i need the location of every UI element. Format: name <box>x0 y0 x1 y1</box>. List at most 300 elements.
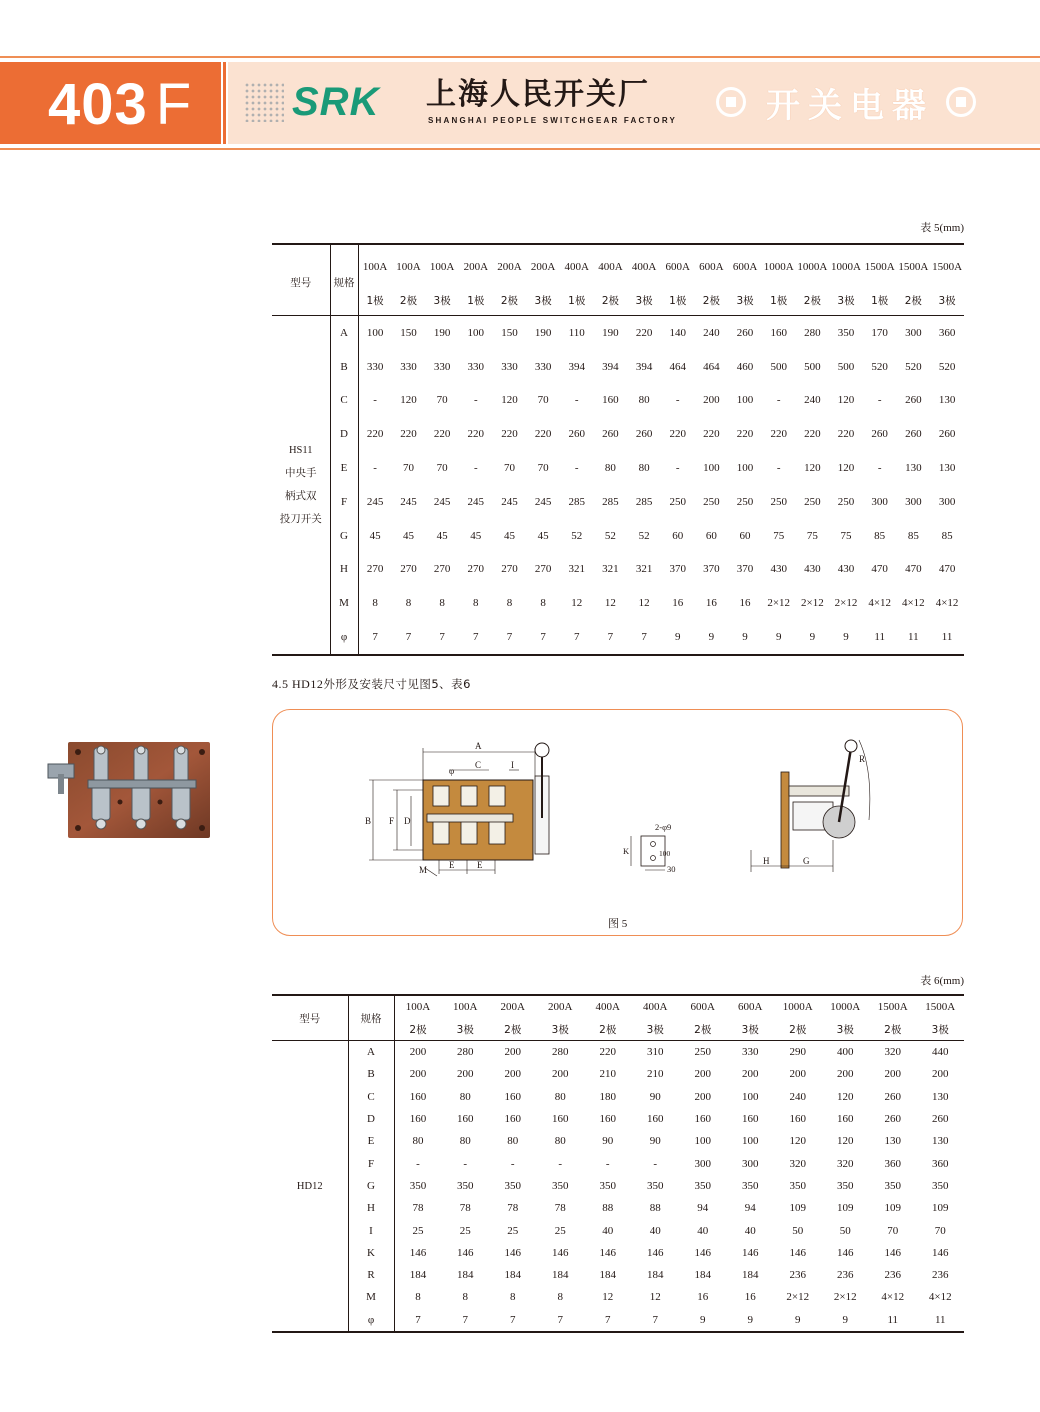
current-header: 1000A <box>782 1001 813 1013</box>
table-cell: 25 <box>507 1224 519 1237</box>
table-cell: 320 <box>884 1046 901 1059</box>
table-cell: 310 <box>647 1046 664 1059</box>
table-cell: 70 <box>887 1224 899 1237</box>
pole-header: 3极 <box>736 294 754 307</box>
table-cell: 280 <box>552 1046 569 1059</box>
current-header: 1500A <box>925 1001 956 1013</box>
table-cell: 100 <box>742 1135 759 1148</box>
dimension-key: G <box>348 1175 394 1197</box>
table-cell: 220 <box>635 326 653 339</box>
table-row <box>272 1130 964 1152</box>
table-cell: 80 <box>507 1135 519 1148</box>
table-row <box>272 519 964 553</box>
table-cell: 200 <box>457 1068 474 1081</box>
current-header: 400A <box>631 261 657 273</box>
current-header: 600A <box>732 261 758 273</box>
table-cell: 60 <box>672 529 684 542</box>
pole-header: 3极 <box>837 294 855 307</box>
table-cell: 146 <box>409 1246 427 1259</box>
table-cell: 200 <box>789 1068 806 1081</box>
table-cell: 220 <box>501 428 518 441</box>
table-cell: 2×12 <box>786 1291 810 1304</box>
table-cell: 330 <box>467 360 485 373</box>
table-cell: 360 <box>932 1157 949 1170</box>
handle-shaft <box>58 774 64 794</box>
pole-header: 1极 <box>366 294 384 307</box>
current-header: 1000A <box>797 261 828 273</box>
table-cell: 146 <box>599 1246 616 1259</box>
table-cell: 2×12 <box>833 1291 857 1304</box>
table-cell: 350 <box>504 1179 521 1192</box>
dimension-key: B <box>348 1063 394 1085</box>
table-cell: 109 <box>932 1202 949 1215</box>
table-cell: 350 <box>647 1179 664 1192</box>
current-header: 400A <box>595 1001 620 1013</box>
table-cell: 350 <box>409 1179 427 1192</box>
table-cell: 4×12 <box>928 1291 952 1304</box>
table-cell: 200 <box>932 1068 949 1081</box>
table-cell: 16 <box>705 597 717 610</box>
table-cell: 9 <box>700 1313 706 1326</box>
table-cell: 150 <box>501 326 518 339</box>
table-cell: 360 <box>938 326 956 339</box>
table-cell: 12 <box>649 1291 661 1304</box>
table-cell: 9 <box>842 1313 848 1326</box>
table-cell: 520 <box>938 360 956 373</box>
current-header: 200A <box>497 261 522 273</box>
table-cell: 16 <box>672 597 684 610</box>
table-cell: 109 <box>837 1202 854 1215</box>
table-cell: 16 <box>739 597 751 610</box>
target-square-icon <box>716 87 746 117</box>
table-row <box>272 1152 964 1174</box>
table-cell: 7 <box>506 631 513 644</box>
pole-header: 2极 <box>409 1023 427 1036</box>
table-cell: 160 <box>837 1113 854 1126</box>
table-cell: 94 <box>744 1202 756 1215</box>
table-cell: 45 <box>470 529 482 542</box>
table-cell: 220 <box>433 428 451 441</box>
table-cell: 78 <box>554 1202 566 1215</box>
table-cell: 120 <box>501 394 518 407</box>
table-row <box>272 350 964 384</box>
table-cell: 184 <box>599 1269 616 1282</box>
table-cell: 270 <box>467 563 485 576</box>
table-cell: 350 <box>552 1179 569 1192</box>
detail-label-k: K <box>623 846 630 856</box>
table-cell: 520 <box>905 360 922 373</box>
table-cell: 70 <box>436 394 448 407</box>
table-cell: 300 <box>905 326 922 339</box>
table-cell: 240 <box>804 394 821 407</box>
table-cell: 90 <box>649 1090 661 1103</box>
table-cell: 8 <box>473 597 479 610</box>
table-cell: - <box>877 462 882 475</box>
table-cell: 8 <box>439 597 445 610</box>
dimension-key: φ <box>348 1309 394 1332</box>
dim-label-c: C <box>475 760 482 770</box>
table-cell: 290 <box>789 1046 806 1059</box>
table-cell: 200 <box>837 1068 854 1081</box>
table-cell: 12 <box>602 1291 614 1304</box>
company-name-en: SHANGHAI PEOPLE SWITCHGEAR FACTORY <box>428 116 678 125</box>
table-cell: - <box>605 1157 610 1170</box>
mounting-detail <box>623 822 676 874</box>
table-cell: 250 <box>837 495 855 508</box>
crossbar <box>88 780 196 788</box>
table-cell: 130 <box>938 462 956 475</box>
dim-label-f: F <box>389 816 395 826</box>
table-cell: 370 <box>736 563 754 576</box>
table-cell: 350 <box>789 1179 806 1192</box>
table-cell: 160 <box>552 1113 569 1126</box>
table-cell: 260 <box>602 428 619 441</box>
table-cell: 200 <box>504 1068 521 1081</box>
model-header: 型号 <box>272 995 348 1041</box>
table-cell: 80 <box>412 1135 424 1148</box>
table-cell: 260 <box>884 1090 901 1103</box>
table-cell: 100 <box>742 1090 759 1103</box>
dimension-key: C <box>348 1086 394 1108</box>
dot-pattern-icon <box>244 82 284 122</box>
table-cell: 146 <box>504 1246 521 1259</box>
section-model: HD12 <box>292 677 324 691</box>
table-cell: 40 <box>602 1224 614 1237</box>
table-cell: 350 <box>457 1179 474 1192</box>
table-cell: 7 <box>641 631 647 644</box>
model-line: HS11 <box>288 444 313 456</box>
pole-header: 2极 <box>702 294 720 307</box>
table-cell: 8 <box>415 1291 421 1304</box>
current-header: 200A <box>548 1001 573 1013</box>
pole-header: 3极 <box>534 294 552 307</box>
table-cell: 220 <box>837 428 855 441</box>
pole-header: 1极 <box>770 294 788 307</box>
table-cell: 464 <box>669 360 686 373</box>
table-cell: 40 <box>744 1224 756 1237</box>
side-view <box>751 740 870 872</box>
table-cell: 236 <box>884 1269 901 1282</box>
pole-header: 3极 <box>938 294 956 307</box>
table-cell: 90 <box>602 1135 614 1148</box>
current-header: 200A <box>530 261 556 273</box>
table-cell: 146 <box>884 1246 901 1259</box>
table-cell: - <box>463 1157 468 1170</box>
table-cell: 146 <box>457 1246 474 1259</box>
table-cell: 160 <box>602 394 619 407</box>
table-cell: - <box>574 462 579 475</box>
table-cell: 100 <box>736 394 754 407</box>
table-cell: 300 <box>694 1157 711 1170</box>
table-cell: 160 <box>647 1113 664 1126</box>
table-cell: 8 <box>405 597 412 610</box>
table-cell: 9 <box>742 631 748 644</box>
table-cell: 270 <box>433 563 451 576</box>
table-cell: 7 <box>574 631 580 644</box>
pole-header: 3极 <box>635 294 653 307</box>
table-cell: 8 <box>510 1291 516 1304</box>
table-cell: 500 <box>837 360 855 373</box>
detail-label-holes: 2-φ9 <box>655 822 672 832</box>
table-cell: 200 <box>409 1046 427 1059</box>
table-cell: 146 <box>552 1246 569 1259</box>
table-cell: 350 <box>884 1179 901 1192</box>
table-cell: 120 <box>400 394 417 407</box>
table-cell: 245 <box>433 495 451 508</box>
table-cell: 236 <box>932 1269 949 1282</box>
table-cell: 120 <box>804 462 821 475</box>
dimension-key: F <box>348 1152 394 1174</box>
table-cell: 146 <box>932 1246 949 1259</box>
table-cell: 245 <box>400 495 417 508</box>
detail-label-30: 30 <box>667 864 676 874</box>
table-cell: 80 <box>554 1090 566 1103</box>
table-cell: 250 <box>669 495 686 508</box>
table-cell: 146 <box>647 1246 664 1259</box>
table-cell: 80 <box>638 462 650 475</box>
table-cell: 160 <box>409 1113 427 1126</box>
table-cell: 85 <box>907 529 919 542</box>
header-row-poles <box>272 285 964 316</box>
table-cell: 240 <box>703 326 720 339</box>
table-cell: 4×12 <box>901 597 925 610</box>
figure5-frame <box>272 709 963 936</box>
table-cell: 100 <box>703 462 720 475</box>
table-cell: 120 <box>837 394 855 407</box>
table-cell: 2×12 <box>767 597 791 610</box>
table-row <box>272 586 964 620</box>
table-row <box>272 1108 964 1130</box>
table-row <box>272 1063 964 1085</box>
table-cell: 11 <box>887 1313 899 1326</box>
current-header: 100A <box>405 1001 431 1013</box>
model-cell <box>272 316 330 655</box>
table-cell: 430 <box>837 563 855 576</box>
dimension-key: A <box>348 1041 394 1064</box>
table-cell: 2×12 <box>834 597 858 610</box>
table-cell: 9 <box>809 631 816 644</box>
table-cell: - <box>675 394 680 407</box>
table-cell: 75 <box>806 529 818 542</box>
table-cell: 7 <box>607 631 614 644</box>
table-cell: 250 <box>804 495 821 508</box>
table-cell: 70 <box>402 462 414 475</box>
table6-label: 表 6(mm) <box>920 975 964 987</box>
table-cell: 60 <box>705 529 717 542</box>
table-row <box>272 1086 964 1108</box>
table-cell: 245 <box>534 495 552 508</box>
pole-header: 2极 <box>789 1023 807 1036</box>
table-cell: 200 <box>703 394 720 407</box>
table-cell: 52 <box>571 529 583 542</box>
table-cell: 321 <box>635 563 653 576</box>
table-cell: 9 <box>843 631 849 644</box>
header-bottom-rule <box>0 148 1040 150</box>
table-cell: 260 <box>871 428 888 441</box>
current-header: 600A <box>690 1001 715 1013</box>
table-cell: 78 <box>412 1202 424 1215</box>
table-cell: 45 <box>402 529 414 542</box>
table-cell: 220 <box>804 428 821 441</box>
table-cell: 190 <box>534 326 552 339</box>
table-cell: 7 <box>540 631 546 644</box>
table-cell: 70 <box>934 1224 946 1237</box>
table-cell: 321 <box>568 563 586 576</box>
table-cell: 11 <box>908 631 919 644</box>
table5-label: 表 5(mm) <box>920 222 964 234</box>
table-cell: - <box>416 1157 420 1170</box>
table-cell: 350 <box>932 1179 949 1192</box>
table-row <box>272 316 964 350</box>
dim-label-b: B <box>365 816 372 826</box>
current-header: 1500A <box>898 261 929 273</box>
table-cell: 250 <box>736 495 754 508</box>
dimension-key: H <box>348 1197 394 1219</box>
table-cell: 150 <box>400 326 417 339</box>
pole-header: 2极 <box>601 294 620 307</box>
table-cell: 180 <box>599 1090 616 1103</box>
table-cell: 300 <box>938 495 956 508</box>
table-cell: 25 <box>554 1224 566 1237</box>
table-cell: - <box>558 1157 563 1170</box>
table-cell: 7 <box>439 631 445 644</box>
spec-header: 规格 <box>348 995 394 1041</box>
pole-header: 1极 <box>467 294 485 307</box>
current-header: 1500A <box>932 261 963 273</box>
table-cell: 250 <box>694 1046 711 1059</box>
pole-header: 2极 <box>904 294 922 307</box>
table-row <box>272 384 964 418</box>
table-cell: 130 <box>932 1135 949 1148</box>
table-cell: 245 <box>467 495 485 508</box>
dimension-key: D <box>348 1108 394 1130</box>
table-cell: 7 <box>605 1313 611 1326</box>
current-header: 100A <box>396 261 421 273</box>
table-cell: 70 <box>537 462 549 475</box>
table-cell: 80 <box>554 1135 566 1148</box>
table-cell: - <box>373 462 377 475</box>
table-cell: 88 <box>649 1202 661 1215</box>
table-cell: 220 <box>400 428 417 441</box>
table-cell: 50 <box>792 1224 804 1237</box>
table-cell: 321 <box>602 563 619 576</box>
table-cell: 500 <box>804 360 821 373</box>
table-cell: 184 <box>457 1269 474 1282</box>
table-cell: 9 <box>747 1313 753 1326</box>
table-cell: - <box>675 462 680 475</box>
table-cell: 9 <box>795 1313 801 1326</box>
table-cell: 460 <box>736 360 754 373</box>
table-cell: 300 <box>905 495 922 508</box>
table-cell: - <box>373 394 377 407</box>
table-row <box>272 620 964 655</box>
pole-header: 3极 <box>646 1023 664 1036</box>
table-cell: 12 <box>604 597 616 610</box>
table-cell: 11 <box>874 631 885 644</box>
table-cell: 52 <box>638 529 650 542</box>
pole-header: 2极 <box>399 294 418 307</box>
table-cell: 350 <box>837 326 855 339</box>
table-cell: 440 <box>932 1046 949 1059</box>
table-row <box>272 1197 964 1219</box>
table-cell: 90 <box>649 1135 661 1148</box>
table-cell: 2×12 <box>801 597 824 610</box>
table-row <box>272 1219 964 1241</box>
table-cell: 146 <box>742 1246 759 1259</box>
table-cell: 285 <box>568 495 586 508</box>
table-cell: 7 <box>652 1313 658 1326</box>
table-cell: 40 <box>649 1224 661 1237</box>
table-cell: 80 <box>604 462 616 475</box>
header-separator <box>223 62 226 144</box>
detail-label-100: 100 <box>659 849 671 858</box>
table-cell: 220 <box>770 428 787 441</box>
table-cell: 160 <box>789 1113 806 1126</box>
dimension-key: K <box>348 1242 394 1264</box>
table-cell: 9 <box>775 631 782 644</box>
table-cell: - <box>653 1157 658 1170</box>
header-row-current <box>272 244 964 285</box>
table-row <box>272 553 964 587</box>
table-cell: 240 <box>789 1090 806 1103</box>
table-cell: 236 <box>837 1269 854 1282</box>
table-row <box>272 1286 964 1308</box>
dimension-key: D <box>330 417 358 451</box>
table-cell: 220 <box>534 428 552 441</box>
table-cell: 320 <box>789 1157 806 1170</box>
pole-header: 1极 <box>871 294 889 307</box>
table-cell: 85 <box>941 529 953 542</box>
table-cell: - <box>574 394 579 407</box>
table-cell: 470 <box>905 563 922 576</box>
current-header: 1000A <box>831 261 861 273</box>
table-cell: 109 <box>884 1202 901 1215</box>
table-cell: 75 <box>773 529 785 542</box>
model-line: 投刀开关 <box>279 512 322 525</box>
page-number: 403 F <box>48 72 193 137</box>
dimension-key: A <box>330 316 358 350</box>
table-cell: 394 <box>602 360 619 373</box>
table-cell: 260 <box>905 428 922 441</box>
table-cell: 270 <box>366 563 384 576</box>
dim-label-phi: φ <box>449 766 455 776</box>
table-cell: 330 <box>501 360 518 373</box>
table-cell: 11 <box>941 631 953 644</box>
dimension-key: φ <box>330 620 358 655</box>
table-cell: 80 <box>459 1090 471 1103</box>
dim-label-i: I <box>511 760 514 770</box>
table-cell: - <box>510 1157 515 1170</box>
table-cell: 8 <box>372 597 378 610</box>
table-cell: 270 <box>501 563 518 576</box>
current-header: 600A <box>738 1001 763 1013</box>
table-row <box>272 451 964 485</box>
table-cell: 25 <box>459 1224 471 1237</box>
table-cell: 52 <box>604 529 616 542</box>
table-cell: 70 <box>537 394 549 407</box>
table-cell: 45 <box>369 529 381 542</box>
table-cell: 78 <box>507 1202 519 1215</box>
current-header: 200A <box>500 1001 525 1013</box>
table-cell: 9 <box>708 631 715 644</box>
table-cell: 190 <box>602 326 619 339</box>
table-cell: 184 <box>647 1269 664 1282</box>
pole-header: 2极 <box>599 1023 617 1036</box>
pole-header: 2极 <box>884 1023 902 1036</box>
table-cell: 220 <box>467 428 485 441</box>
table-cell: 8 <box>540 597 546 610</box>
table-cell: 75 <box>840 529 852 542</box>
